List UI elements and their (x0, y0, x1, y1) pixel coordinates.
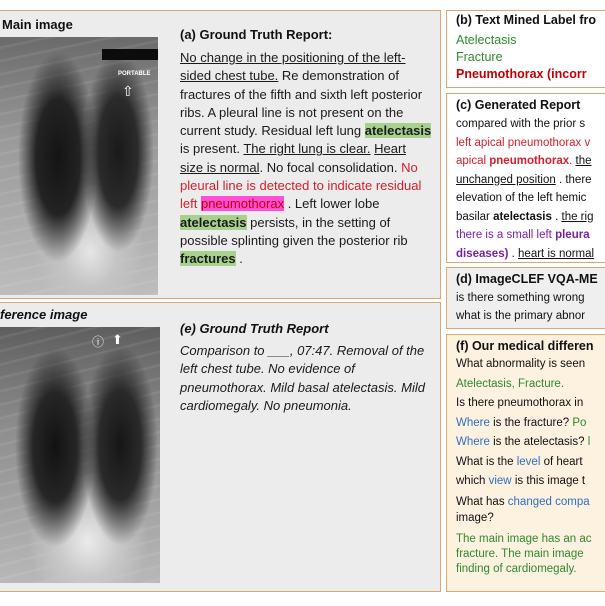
main-xray-image (0, 37, 158, 295)
generated-line (447, 245, 605, 264)
vqa-answer-text: The main image has an ac (456, 532, 592, 545)
label-item: Fracture (456, 50, 503, 64)
generated-report-panel (446, 93, 605, 263)
generated-fragment: . (508, 247, 519, 260)
vqa-keyword: Where (456, 436, 490, 448)
vqa-question: Is there pneumothorax in (456, 397, 584, 409)
vqa-question (447, 433, 605, 453)
generated-line (447, 152, 605, 171)
vqa-fragment: is the atelectasis? (489, 436, 588, 448)
generated-fragment: there is a small left (456, 229, 556, 241)
generated-line: left apical pneumothorax v (456, 136, 591, 149)
vqa-fragment: What has (456, 495, 508, 508)
generated-fragment: basilar (456, 210, 494, 223)
vqa-fragment: is this image t (511, 475, 586, 487)
difference-report-title: (e) Ground Truth Report (180, 321, 329, 336)
generated-fragment: . there (555, 173, 592, 186)
medical-difference-title: (f) Our medical differen (456, 339, 594, 353)
generated-fragment: heart is normal (518, 247, 595, 260)
portable-tag: PORTABLE (118, 71, 151, 77)
vqa-answer-text: finding of cardiomegaly. (456, 562, 577, 575)
main-ground-truth-report (180, 49, 432, 269)
vqa-answer-text: fracture. The main image (456, 547, 584, 560)
generated-line (447, 171, 605, 190)
generated-fragment: . (569, 155, 576, 167)
generated-fragment: the (575, 155, 592, 167)
generated-keyword: pleura (555, 229, 590, 241)
highlight-fractures: fractures (180, 251, 236, 267)
vqa-answer: l (587, 436, 591, 448)
generated-keyword: diseases) (456, 247, 509, 260)
report-sentence: Heart size is normal (180, 141, 406, 175)
report-sentence: The right lung is clear. (243, 141, 371, 157)
text-mined-label-title: (b) Text Mined Label fro (456, 13, 597, 27)
vqa-question: What abnormality is seen (456, 358, 586, 370)
info-icon: ⓘ (92, 335, 105, 349)
vqa-fragment: What is the (456, 455, 517, 468)
vqa-keyword: view (488, 475, 512, 487)
main-image-panel (0, 10, 441, 299)
generated-keyword: atelectasis (493, 210, 552, 223)
report-sentence: No change in the positioning of the left-sided chest tube. (180, 50, 406, 84)
generated-report-title: (c) Generated Report (456, 98, 581, 112)
generated-line: compared with the prior s (456, 118, 586, 130)
highlight-atelectasis: atelectasis (180, 214, 247, 230)
report-text: . No focal consolidation. (259, 159, 402, 175)
report-text: is present. (180, 141, 244, 157)
arrow-up-icon: ⬆ (112, 332, 123, 347)
difference-image-title: ference image (0, 307, 88, 322)
report-red-sentence: No pleural line is detected to indicate residual left (180, 159, 422, 212)
imageclef-title: (d) ImageCLEF VQA-ME (456, 272, 598, 286)
vqa-keyword: level (516, 455, 541, 468)
generated-line (447, 208, 605, 227)
generated-fragment: the rig (561, 210, 594, 223)
report-text: . (235, 251, 243, 267)
generated-fragment: apical (456, 155, 490, 167)
generated-line (447, 226, 605, 245)
vqa-question: image? (456, 511, 494, 524)
arrow-up-icon: ⇧ (122, 83, 134, 99)
difference-image-panel (0, 302, 441, 592)
label-item: Atelectasis (456, 33, 517, 47)
vqa-keyword: Where (456, 416, 490, 429)
vqa-question (447, 472, 605, 492)
vqa-fragment: is the fracture? (489, 416, 573, 429)
imageclef-question: what is the primary abnor (456, 310, 586, 322)
vqa-answer: Atelectasis, Fracture. (456, 377, 565, 390)
main-report-title: (a) Ground Truth Report: (180, 27, 333, 42)
vqa-fragment: which (456, 475, 489, 487)
difference-xray-image (0, 327, 160, 583)
generated-fragment: unchanged position (456, 173, 556, 186)
report-text: Re demonstration of fractures of the fifth and sixth left posterior ribs. A pleural line is not present on the current study. Residual left lung (180, 68, 423, 139)
vqa-keyword: changed compa (507, 495, 590, 508)
main-image-title: Main image (2, 17, 73, 32)
report-text: . Left lower lobe (284, 196, 380, 212)
vqa-fragment: of heart (540, 455, 583, 468)
vqa-question (447, 453, 605, 473)
vqa-question (447, 492, 605, 510)
vqa-question (447, 414, 605, 434)
report-text: persists, in the setting of possible splinting given the posterior rib (180, 214, 408, 248)
text-mined-label-panel (446, 10, 605, 88)
imageclef-panel (446, 267, 605, 329)
medical-difference-vqa-panel (446, 334, 605, 592)
highlight-atelectasis: atelectasis (364, 123, 432, 139)
generated-fragment: . (551, 210, 562, 223)
highlight-pneumothorax: pneumothorax (200, 196, 285, 212)
vqa-answer: Po (572, 416, 587, 429)
generated-line: elevation of the left hemic (456, 192, 587, 204)
imageclef-question: is there something wrong (456, 292, 585, 304)
label-item-incorrect: Pneumothorax (incorr (456, 67, 587, 81)
generated-keyword: pneumothorax (489, 155, 570, 167)
difference-ground-truth-report: Comparison to ___, 07:47. Removal of the left chest tube. No evidence of pneumothorax. Mild basal atelectasis. Mild cardiomegaly. No pneumonia. (180, 343, 425, 413)
redaction-bar (102, 49, 158, 60)
